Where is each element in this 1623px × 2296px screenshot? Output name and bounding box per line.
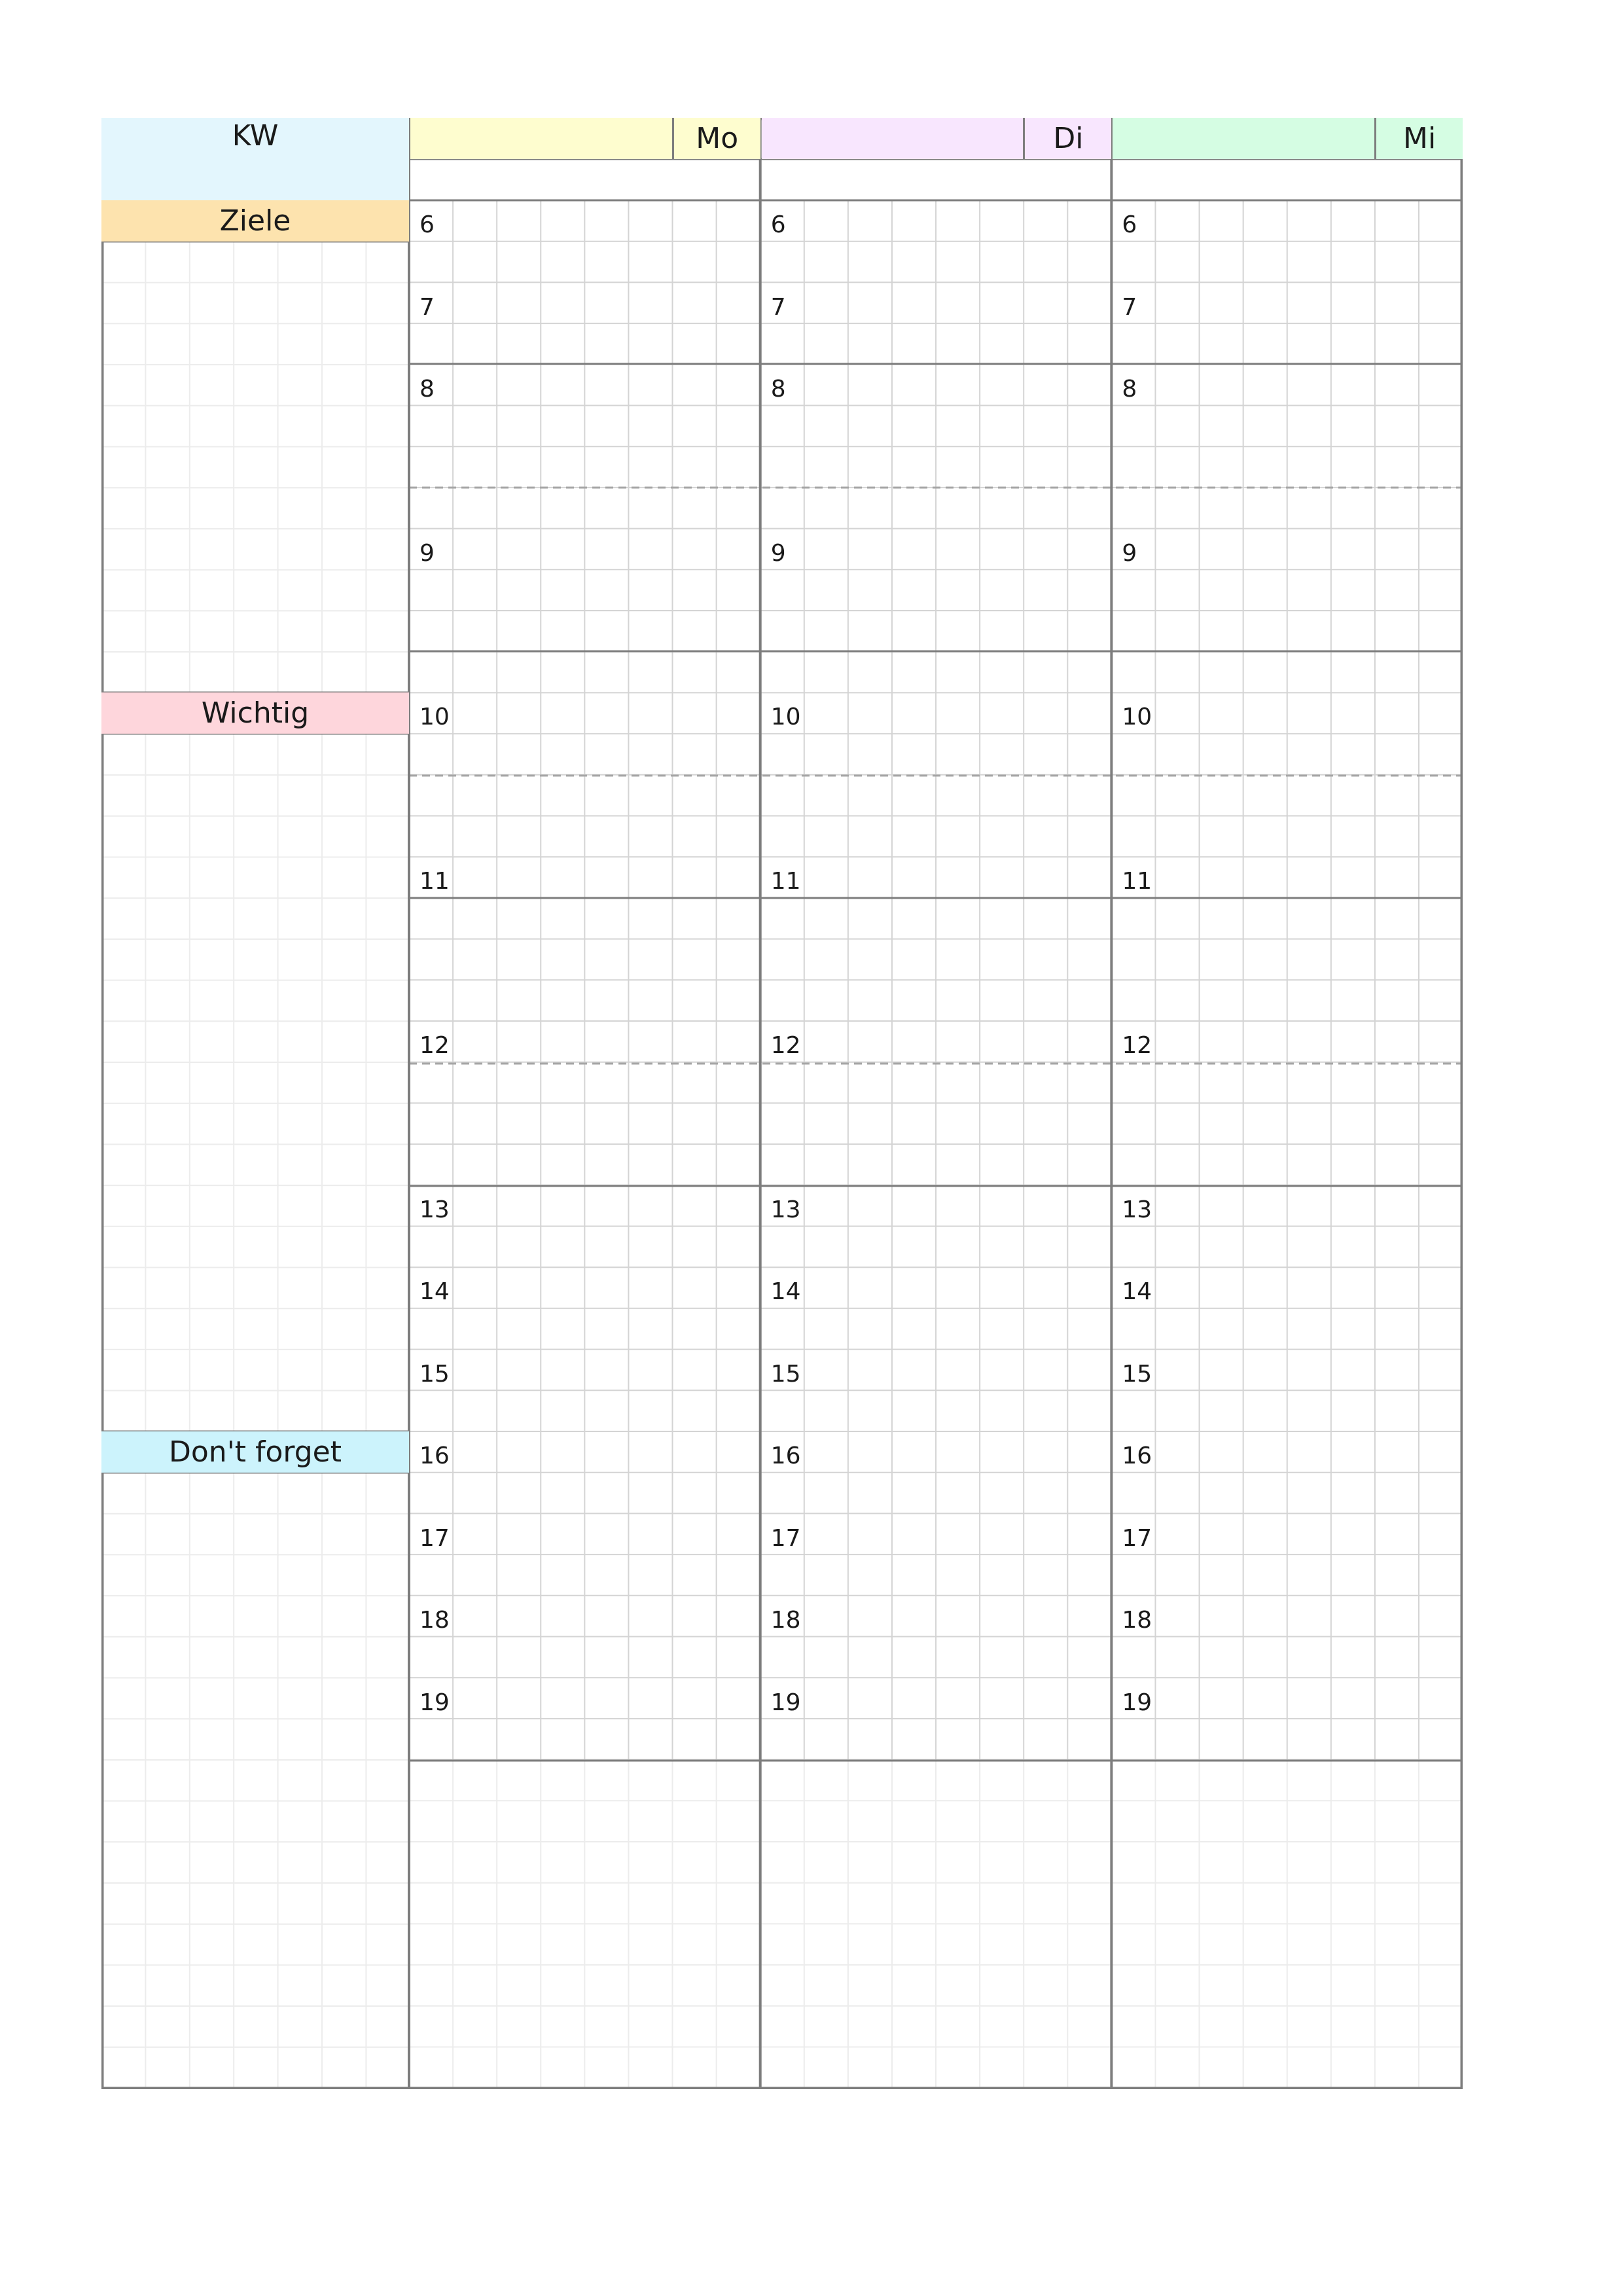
hour-label: 14 (1122, 1278, 1152, 1305)
hour-label: 11 (770, 868, 801, 895)
hour-label: 10 (419, 704, 450, 730)
hour-label: 16 (770, 1443, 801, 1469)
week-number-label: KW (101, 118, 409, 200)
weekly-planner (101, 118, 1463, 2089)
hour-label: 17 (770, 1525, 801, 1552)
hour-label: 19 (1122, 1689, 1152, 1716)
hour-label: 12 (419, 1032, 450, 1059)
hour-label: 16 (419, 1443, 450, 1469)
hour-label: 12 (770, 1032, 801, 1059)
section-important-header: Wichtig (101, 692, 409, 734)
hour-label: 17 (1122, 1525, 1152, 1552)
hour-label: 6 (419, 211, 435, 238)
section-dont-forget-header: Don't forget (101, 1431, 409, 1473)
hour-label: 18 (770, 1607, 801, 1634)
hour-label: 8 (419, 376, 435, 403)
hour-label: 13 (770, 1196, 801, 1223)
hour-label: 18 (1122, 1607, 1152, 1634)
day-label-mi: Mi (1376, 118, 1463, 159)
hour-label: 8 (770, 376, 786, 403)
hour-label: 7 (770, 294, 786, 321)
hour-label: 14 (770, 1278, 801, 1305)
hour-label: 15 (419, 1361, 450, 1388)
day-header-color-mi (1113, 118, 1376, 159)
hour-label: 6 (770, 211, 786, 238)
hour-label: 17 (419, 1525, 450, 1552)
hour-label: 16 (1122, 1443, 1152, 1469)
hour-label: 15 (770, 1361, 801, 1388)
hour-label: 14 (419, 1278, 450, 1305)
hour-label: 15 (1122, 1361, 1152, 1388)
day-label-di: Di (1025, 118, 1111, 159)
hour-label: 7 (419, 294, 435, 321)
hour-label: 18 (419, 1607, 450, 1634)
hour-label: 9 (1122, 540, 1137, 567)
hour-label: 6 (1122, 211, 1137, 238)
section-goals-header: Ziele (101, 200, 409, 242)
hour-label: 10 (1122, 704, 1152, 730)
hour-label: 8 (1122, 376, 1137, 403)
hour-label: 9 (419, 540, 435, 567)
hour-label: 13 (419, 1196, 450, 1223)
hour-label: 19 (419, 1689, 450, 1716)
hour-label: 13 (1122, 1196, 1152, 1223)
day-header-color-di (762, 118, 1026, 159)
hour-label: 9 (770, 540, 786, 567)
day-label-mo: Mo (674, 118, 760, 159)
hour-label: 10 (770, 704, 801, 730)
hour-label: 19 (770, 1689, 801, 1716)
day-header-color-mo (410, 118, 674, 159)
hour-label: 11 (419, 868, 450, 895)
hour-label: 7 (1122, 294, 1137, 321)
hour-label: 11 (1122, 868, 1152, 895)
planner-grid (101, 118, 1463, 2089)
hour-label: 12 (1122, 1032, 1152, 1059)
